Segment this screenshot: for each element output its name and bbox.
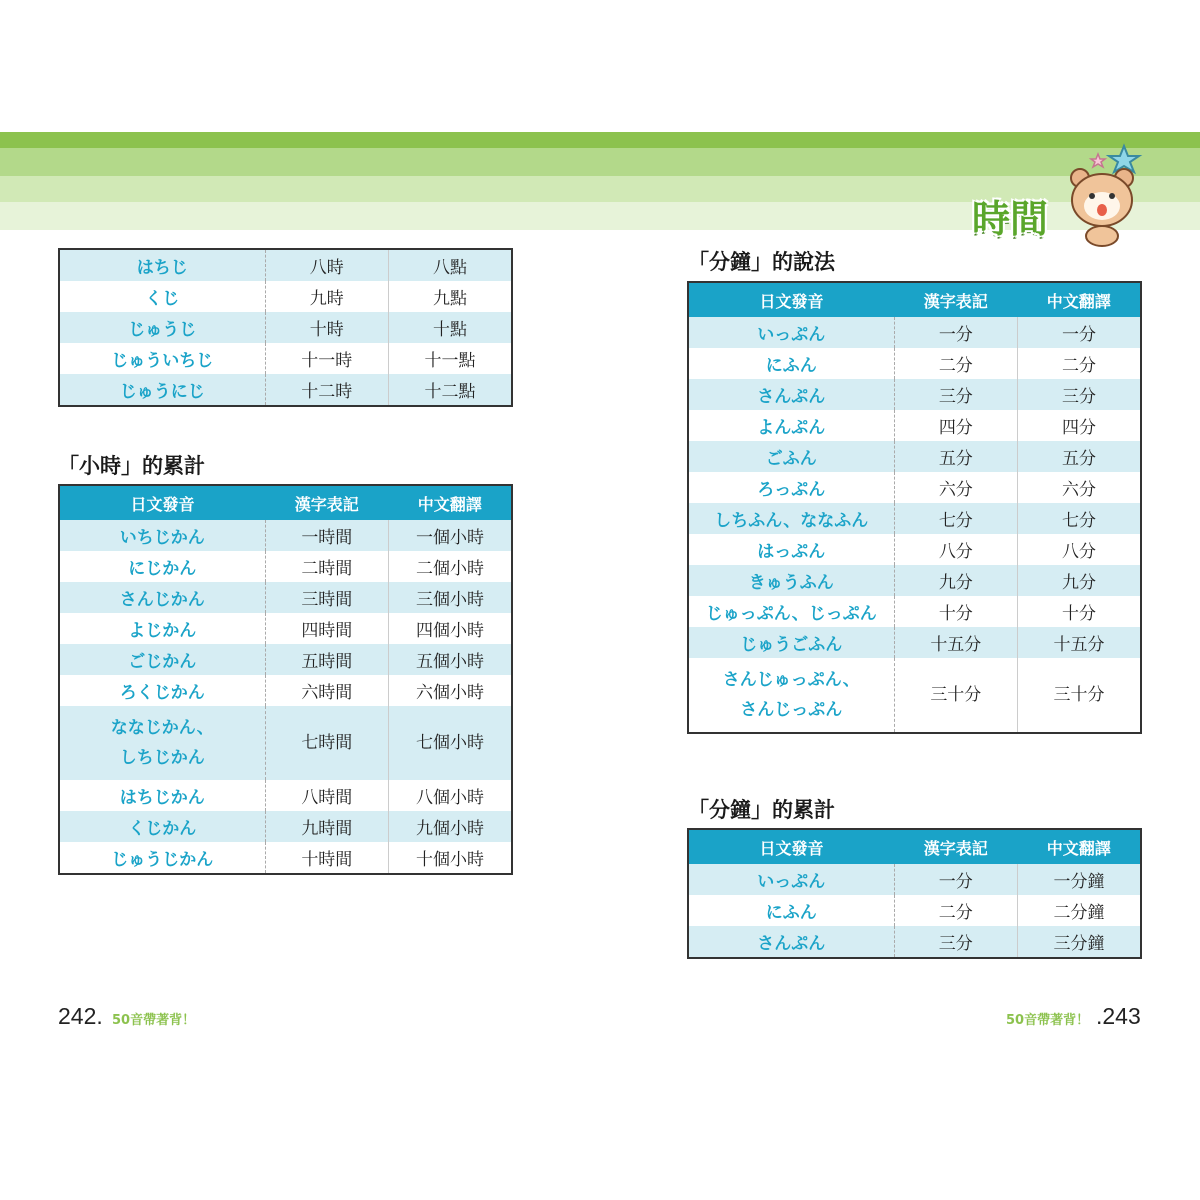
- chinese-cell: 五個小時: [389, 644, 512, 675]
- jp-cell: はちじ: [59, 249, 265, 281]
- jp-cell: ごふん: [688, 441, 894, 472]
- table-row: [688, 441, 1141, 472]
- chinese-cell: 六分: [1018, 472, 1141, 503]
- kanji-cell: 一分: [894, 864, 1017, 895]
- kanji-cell: 十時: [265, 312, 388, 343]
- chinese-cell: 四分: [1018, 410, 1141, 441]
- right-page-number: .243: [1096, 1003, 1141, 1029]
- kanji-cell: 一時間: [265, 520, 388, 551]
- chinese-cell: 三分: [1018, 379, 1141, 410]
- kanji-cell: 二時間: [265, 551, 388, 582]
- jp-cell: さんじゅっぷん、 さんじっぷん: [688, 658, 894, 733]
- chinese-cell: 一個小時: [389, 520, 512, 551]
- jp-cell: ななじかん、 しちじかん: [59, 706, 265, 780]
- chinese-cell: 八分: [1018, 534, 1141, 565]
- kanji-cell: 二分: [894, 348, 1017, 379]
- table-row: [59, 613, 512, 644]
- chinese-cell: 一分: [1018, 317, 1141, 348]
- table-row: [688, 926, 1141, 958]
- chinese-cell: 二分鐘: [1018, 895, 1141, 926]
- kanji-cell: 十時間: [265, 842, 388, 874]
- jp-cell: しちふん、ななふん: [688, 503, 894, 534]
- right-tagline: 50音帶著背！: [1006, 1013, 1090, 1028]
- kanji-cell: 七分: [894, 503, 1017, 534]
- left-page-number: 242.: [58, 1003, 103, 1029]
- chinese-cell: 七分: [1018, 503, 1141, 534]
- kanji-cell: 七時間: [265, 706, 388, 780]
- kanji-cell: 五時間: [265, 644, 388, 675]
- table-row: [59, 675, 512, 706]
- kanji-cell: 四分: [894, 410, 1017, 441]
- chinese-cell: 八點: [389, 249, 512, 281]
- table-row: [59, 281, 512, 312]
- table-row: [688, 565, 1141, 596]
- jp-cell: よじかん: [59, 613, 265, 644]
- kanji-cell: 八分: [894, 534, 1017, 565]
- table-header-row: [59, 485, 512, 520]
- jp-cell: じゅういちじ: [59, 343, 265, 374]
- table-row: [59, 811, 512, 842]
- kanji-cell: 八時間: [265, 780, 388, 811]
- table-row: [688, 379, 1141, 410]
- chinese-cell: 九個小時: [389, 811, 512, 842]
- table-header-row: [688, 282, 1141, 317]
- table-row: [688, 596, 1141, 627]
- table-row: [59, 706, 512, 780]
- table-row: [688, 864, 1141, 895]
- chinese-cell: 六個小時: [389, 675, 512, 706]
- chapter-badge: 時間: [972, 197, 1049, 241]
- kanji-cell: 八時: [265, 249, 388, 281]
- table-row: [688, 627, 1141, 658]
- chinese-cell: 二分: [1018, 348, 1141, 379]
- left-tagline: 50音帶著背！: [112, 1013, 196, 1028]
- chinese-cell: 十一點: [389, 343, 512, 374]
- header-kanji: 漢字表記: [894, 829, 1017, 864]
- table-row: [59, 374, 512, 406]
- kanji-cell: 五分: [894, 441, 1017, 472]
- table-row: [59, 343, 512, 374]
- chinese-cell: 五分: [1018, 441, 1141, 472]
- header-japanese: 日文發音: [688, 282, 894, 317]
- jp-cell: いっぷん: [688, 864, 894, 895]
- kanji-cell: 三分: [894, 379, 1017, 410]
- jp-cell: ごじかん: [59, 644, 265, 675]
- chinese-cell: 十個小時: [389, 842, 512, 874]
- table-row: [688, 534, 1141, 565]
- kanji-cell: 九時間: [265, 811, 388, 842]
- chinese-cell: 三個小時: [389, 582, 512, 613]
- chinese-cell: 十五分: [1018, 627, 1141, 658]
- chinese-cell: 十二點: [389, 374, 512, 406]
- hours-list-table: [58, 248, 513, 407]
- minutes-accumulation-table: [687, 828, 1142, 959]
- chinese-cell: 九分: [1018, 565, 1141, 596]
- kanji-cell: 三分: [894, 926, 1017, 958]
- kanji-cell: 九分: [894, 565, 1017, 596]
- jp-cell: いっぷん: [688, 317, 894, 348]
- jp-cell: いちじかん: [59, 520, 265, 551]
- table-row: [59, 582, 512, 613]
- header-kanji: 漢字表記: [265, 485, 388, 520]
- kanji-cell: 十一時: [265, 343, 388, 374]
- kanji-cell: 六分: [894, 472, 1017, 503]
- table-row: [59, 842, 512, 874]
- kanji-cell: 九時: [265, 281, 388, 312]
- jp-cell: きゅうふん: [688, 565, 894, 596]
- kanji-cell: 四時間: [265, 613, 388, 644]
- kanji-cell: 一分: [894, 317, 1017, 348]
- table-header-row: [688, 829, 1141, 864]
- chinese-cell: 十點: [389, 312, 512, 343]
- jp-cell: にじかん: [59, 551, 265, 582]
- table-row: [688, 410, 1141, 441]
- header-kanji: 漢字表記: [894, 282, 1017, 317]
- hours-section-title: 「小時」的累計: [58, 454, 205, 478]
- bear-mascot-icon: [1062, 138, 1152, 248]
- minutes-table: [687, 281, 1142, 734]
- kanji-cell: 十五分: [894, 627, 1017, 658]
- table-row: [59, 312, 512, 343]
- jp-cell: はちじかん: [59, 780, 265, 811]
- header-japanese: 日文發音: [59, 485, 265, 520]
- header-band-2: [0, 148, 1200, 176]
- minutes-section-title: 「分鐘」的說法: [688, 250, 835, 274]
- kanji-cell: 十二時: [265, 374, 388, 406]
- hours-accumulation-table: [58, 484, 513, 875]
- table-row: [59, 644, 512, 675]
- jp-cell: じゅうじ: [59, 312, 265, 343]
- jp-cell: にふん: [688, 348, 894, 379]
- jp-cell: くじ: [59, 281, 265, 312]
- header-japanese: 日文發音: [688, 829, 894, 864]
- jp-cell: じゅうじかん: [59, 842, 265, 874]
- table-row: [688, 317, 1141, 348]
- kanji-cell: 六時間: [265, 675, 388, 706]
- jp-cell: ろっぷん: [688, 472, 894, 503]
- table-row: [688, 895, 1141, 926]
- table-row: [688, 503, 1141, 534]
- table-row: [688, 472, 1141, 503]
- chinese-cell: 三十分: [1018, 658, 1141, 733]
- jp-cell: はっぷん: [688, 534, 894, 565]
- jp-cell: にふん: [688, 895, 894, 926]
- jp-cell: じゅっぷん、じっぷん: [688, 596, 894, 627]
- table-row: [59, 520, 512, 551]
- chinese-cell: 十分: [1018, 596, 1141, 627]
- chinese-cell: 七個小時: [389, 706, 512, 780]
- chinese-cell: 九點: [389, 281, 512, 312]
- table-row: [59, 551, 512, 582]
- jp-cell: ろくじかん: [59, 675, 265, 706]
- jp-cell: よんぷん: [688, 410, 894, 441]
- kanji-cell: 二分: [894, 895, 1017, 926]
- table-row: [59, 249, 512, 281]
- header-chinese: 中文翻譯: [389, 485, 512, 520]
- jp-cell: さんぷん: [688, 379, 894, 410]
- chinese-cell: 一分鐘: [1018, 864, 1141, 895]
- table-row: [59, 780, 512, 811]
- table-row: [688, 348, 1141, 379]
- jp-cell: じゅうにじ: [59, 374, 265, 406]
- jp-cell: さんぷん: [688, 926, 894, 958]
- jp-cell: くじかん: [59, 811, 265, 842]
- chinese-cell: 二個小時: [389, 551, 512, 582]
- table-row: [688, 658, 1141, 733]
- header-band-1: [0, 132, 1200, 148]
- kanji-cell: 十分: [894, 596, 1017, 627]
- jp-cell: じゅうごふん: [688, 627, 894, 658]
- chinese-cell: 三分鐘: [1018, 926, 1141, 958]
- chinese-cell: 四個小時: [389, 613, 512, 644]
- jp-cell: さんじかん: [59, 582, 265, 613]
- minutes-total-section-title: 「分鐘」的累計: [688, 798, 835, 822]
- chinese-cell: 八個小時: [389, 780, 512, 811]
- kanji-cell: 三時間: [265, 582, 388, 613]
- header-chinese: 中文翻譯: [1018, 282, 1141, 317]
- header-chinese: 中文翻譯: [1018, 829, 1141, 864]
- kanji-cell: 三十分: [894, 658, 1017, 733]
